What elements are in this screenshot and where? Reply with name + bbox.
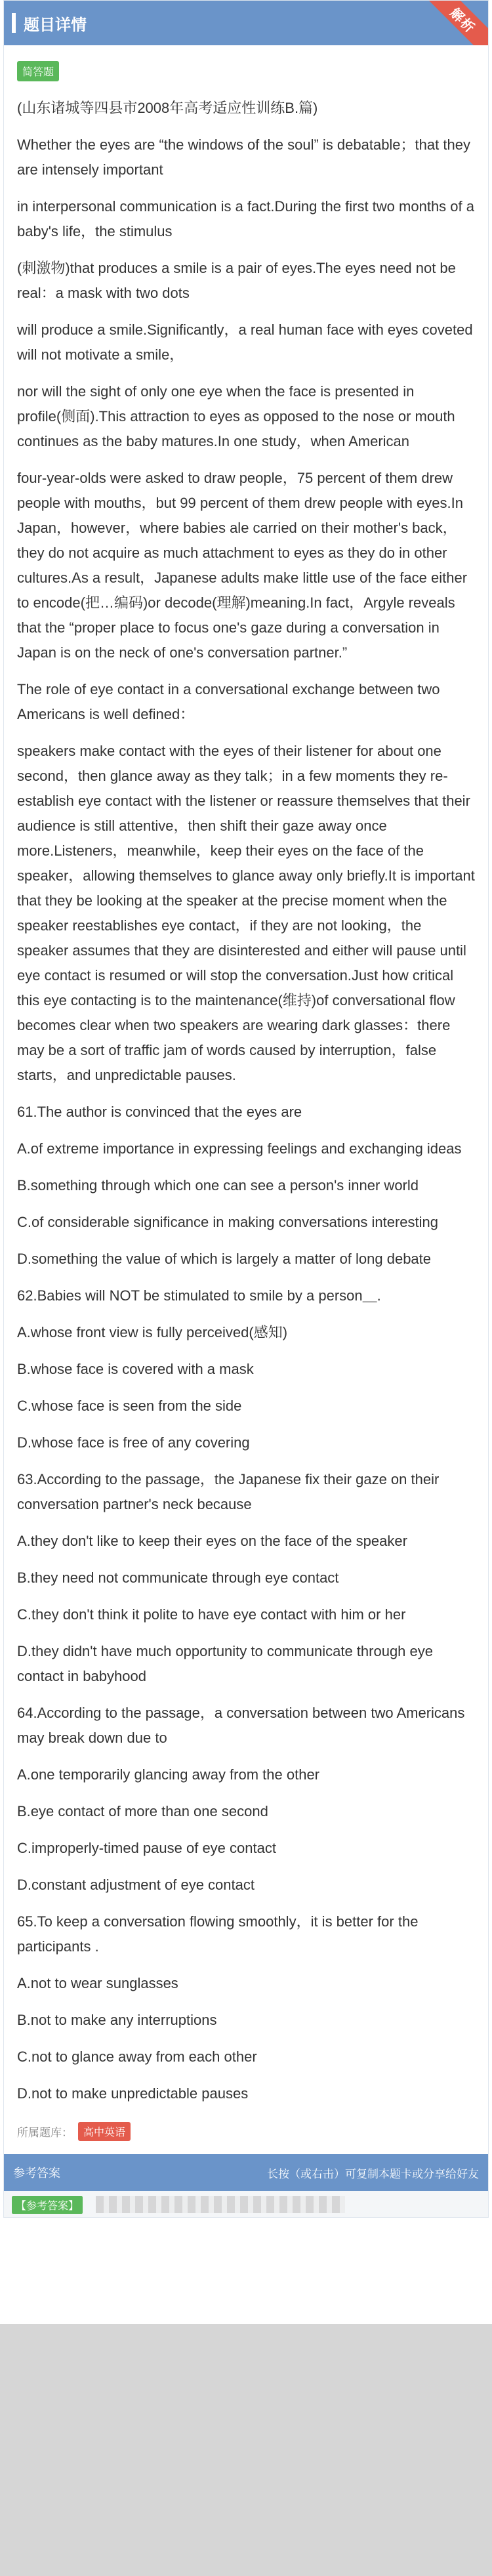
question-paragraph: B.not to make any interruptions	[17, 2012, 217, 2028]
question-body	[4, 45, 488, 2141]
source-label: 所属题库：	[17, 2127, 73, 2139]
question-paragraph: B.eye contact of more than one second	[17, 1803, 268, 1819]
question-paragraph: C.they don't think it polite to have eye contact with him or her	[17, 1606, 406, 1623]
question-paragraph: speakers make contact with the eyes of their listener for about one second，then glance away as they talk；in a few moments they re-establish eye contact with the listener or reassure themselves that their audience is still attentive，then shift their gaze away once more.Listeners，meanwhile，keep their eyes on the face of the speaker，allowing themselves to glance away only briefly.It is important that they be looking at the speaker at the precise moment when the speaker reestablishes eye contact，if they are not looking，the speaker assumes that they are disinterested and either will pause until eye contact is resumed or will stop the conversation.Just how critical this eye contacting is to the maintenance(维持)of conversational flow becomes clear when two speakers are wearing dark glasses：there may be a sort of traffic jam of words caused by interruption，false starts，and unpredictable pauses.	[17, 743, 475, 1083]
answer-header	[4, 2154, 488, 2191]
question-paragraph: D.whose face is free of any covering	[17, 1434, 250, 1451]
question-paragraph: A.one temporarily glancing away from the other	[17, 1766, 320, 1783]
card-header	[4, 1, 488, 45]
footer-area	[0, 2324, 492, 2576]
answer-title: 参考答案	[13, 2167, 60, 2180]
question-paragraph: B.they need not communicate through eye contact	[17, 1569, 339, 1586]
question-text	[17, 96, 475, 2106]
question-paragraph: A.whose front view is fully perceived(感知)	[17, 1324, 288, 1340]
question-paragraph: A.of extreme importance in expressing feelings and exchanging ideas	[17, 1140, 462, 1157]
question-paragraph: (刺激物)that produces a smile is a pair of eyes.The eyes need not be real：a mask with two dots	[17, 260, 456, 301]
question-paragraph: C.whose face is seen from the side	[17, 1398, 242, 1414]
blurred-answer	[96, 2196, 345, 2213]
question-paragraph: four-year-olds were asked to draw people，75 percent of them drew people with mouths，but 99 percent of them drew people with eyes.In Japan，however，where babies ale carried on their mother's back，they do not acquire as much attachment to eyes as they do in other cultures.As a result，Japanese adults make little use of the face either to encode(把…编码)or decode(理解)meaning.In fact，Argyle reveals that the “proper place to focus one's gaze during a conversation in Japan is on the neck of one's conversation partner.”	[17, 470, 468, 661]
question-paragraph: 61.The author is convinced that the eyes are	[17, 1104, 302, 1120]
source-row	[17, 2122, 475, 2141]
header-bar-icon	[12, 13, 16, 33]
question-paragraph: D.constant adjustment of eye contact	[17, 1877, 255, 1893]
answer-body	[4, 2191, 488, 2217]
question-paragraph: A.not to wear sunglasses	[17, 1975, 178, 1991]
question-paragraph: B.something through which one can see a person's inner world	[17, 1177, 419, 1194]
subject-badge[interactable]: 高中英语	[78, 2122, 131, 2141]
question-paragraph: 64.According to the passage，a conversation between two Americans may break down due to	[17, 1705, 465, 1746]
source-line: (山东诸城等四县市2008年高考适应性训练B.篇)	[17, 100, 318, 116]
question-paragraph: D.something the value of which is largely a matter of long debate	[17, 1251, 432, 1267]
answer-tag: 【参考答案】	[12, 2196, 83, 2214]
question-paragraph: will produce a smile.Significantly，a real human face with eyes coveted will not motivate a smile，	[17, 322, 473, 363]
card-title: 题目详情	[24, 16, 87, 34]
question-paragraph: 62.Babies will NOT be stimulated to smile by a person＿.	[17, 1287, 381, 1304]
question-paragraph: 65.To keep a conversation flowing smoothly，it is better for the participants .	[17, 1913, 419, 1955]
question-paragraph: nor will the sight of only one eye when the face is presented in profile(侧面).This attraction to eyes as opposed to the nose or mouth continues as the baby matures.In one study，when American	[17, 383, 455, 449]
question-paragraph: D.they didn't have much opportunity to communicate through eye contact in babyhood	[17, 1643, 434, 1684]
question-paragraph: C.of considerable significance in making conversations interesting	[17, 1214, 439, 1230]
question-type-tag: 简答题	[17, 61, 59, 81]
question-card	[3, 0, 489, 2218]
question-paragraph: Whether the eyes are “the windows of the soul” is debatable；that they are intensely important	[17, 136, 470, 178]
question-paragraph: A.they don't like to keep their eyes on the face of the speaker	[17, 1533, 407, 1549]
analysis-ribbon[interactable]: 解析	[421, 1, 488, 45]
question-paragraph: The role of eye contact in a conversational exchange between two Americans is well defined：	[17, 681, 440, 722]
question-paragraph: B.whose face is covered with a mask	[17, 1361, 254, 1377]
question-paragraph: C.improperly-timed pause of eye contact	[17, 1840, 276, 1856]
question-paragraph: D.not to make unpredictable pauses	[17, 2085, 249, 2102]
question-paragraph: 63.According to the passage，the Japanese fix their gaze on their conversation partner's neck because	[17, 1471, 440, 1512]
question-paragraph: in interpersonal communication is a fact.During the first two months of a baby's life，the stimulus	[17, 198, 474, 239]
answer-hint: 长按（或右击）可复制本题卡或分享给好友	[267, 2167, 479, 2180]
question-paragraph: C.not to glance away from each other	[17, 2048, 257, 2065]
